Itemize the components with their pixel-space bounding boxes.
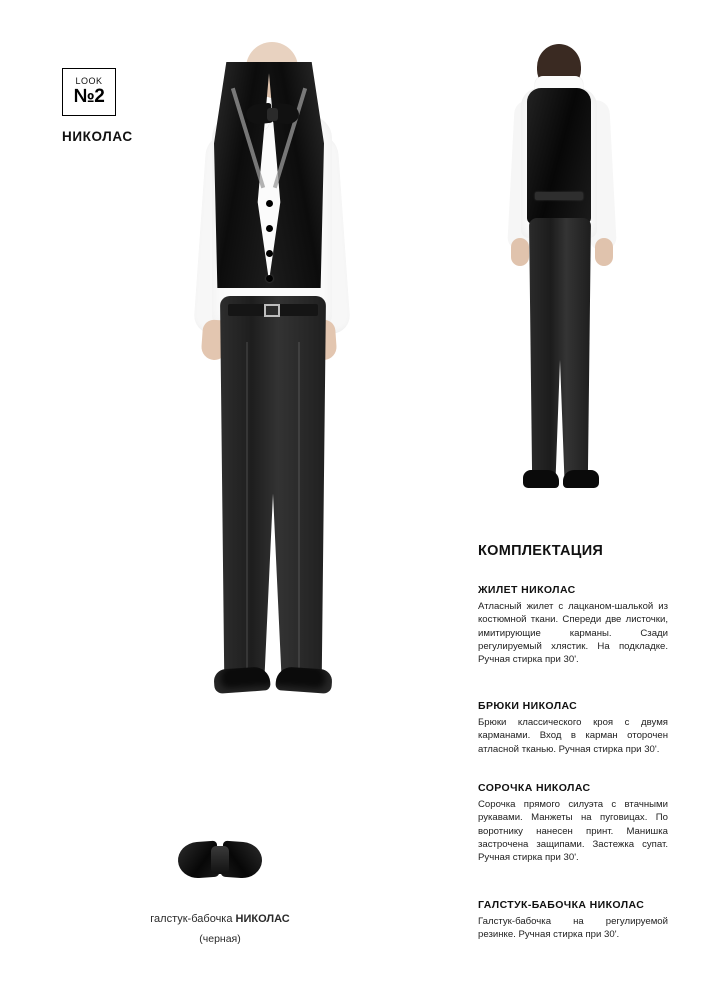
bowtie-color-caption: (черная) <box>199 933 241 945</box>
spec-item-shirt-text: Сорочка прямого силуэта с втачными рукавами. Манжеты на пуговицах. По воротнику нанесен принт. Манишка застрочена защипами. Застежка супат. Ручная стирка при 30'. <box>478 799 668 864</box>
spec-item-vest <box>478 584 668 666</box>
spec-item-vest-text: Атласный жилет с лацканом-шалькой из костюмной ткани. Спереди две листочки, имитирующие карманы. Сзади регулируемый хлястик. На подкладке. Ручная стирка при 30'. <box>478 601 668 666</box>
spec-item-trousers <box>478 700 668 756</box>
model-back-image <box>495 42 630 512</box>
bowtie-product-image <box>178 838 262 886</box>
bowtie-caption-name: НИКОЛАС <box>235 913 290 925</box>
look-badge-word: LOOK <box>75 75 103 86</box>
vest-button-2 <box>266 225 273 232</box>
worn-bowtie-knot <box>267 108 278 121</box>
shoe-right <box>275 666 333 694</box>
trousers-back <box>529 218 591 476</box>
vest-button-1 <box>266 200 273 207</box>
spec-item-bowtie-heading: ГАЛСТУК-БАБОЧКА НИКОЛАС <box>478 899 645 911</box>
spec-item-bowtie <box>478 899 668 942</box>
trouser-crease-right <box>298 342 300 672</box>
trousers-front <box>220 296 326 676</box>
spec-item-trousers-heading: БРЮКИ НИКОЛАС <box>478 700 578 712</box>
shoe-left <box>213 666 271 694</box>
spec-title: КОМПЛЕКТАЦИЯ <box>478 543 604 559</box>
belt-buckle <box>264 304 280 317</box>
model-back-hand-right <box>595 238 613 266</box>
shoe-back-left <box>523 470 559 488</box>
bowtie-caption <box>110 913 330 925</box>
vest-adjustable-strap <box>535 192 583 200</box>
vest-back-panel <box>527 88 591 224</box>
spec-item-shirt-heading: СОРОЧКА НИКОЛАС <box>478 782 591 794</box>
trouser-crease-left <box>246 342 248 672</box>
spec-item-bowtie-text: Галстук-бабочка на регулируемой резинке. Ручная стирка при 30'. <box>478 916 668 941</box>
look-badge <box>62 68 116 116</box>
vest-button-4 <box>266 275 273 282</box>
look-name: НИКОЛАС <box>62 129 133 144</box>
model-back-hand-left <box>511 238 529 266</box>
spec-item-trousers-text: Брюки классического кроя с двумя карманами. Вход в карман оторочен атласной тканью. Ручная стирка при 30'. <box>478 717 668 755</box>
shoe-back-right <box>563 470 599 488</box>
spec-item-vest-heading: ЖИЛЕТ НИКОЛАС <box>478 584 576 596</box>
model-front-image <box>150 42 390 702</box>
vest-button-3 <box>266 250 273 257</box>
spec-item-shirt <box>478 782 668 864</box>
look-badge-number: №2 <box>73 85 105 107</box>
bowtie-caption-prefix: галстук-бабочка <box>150 913 236 925</box>
bowtie-knot <box>211 846 229 874</box>
